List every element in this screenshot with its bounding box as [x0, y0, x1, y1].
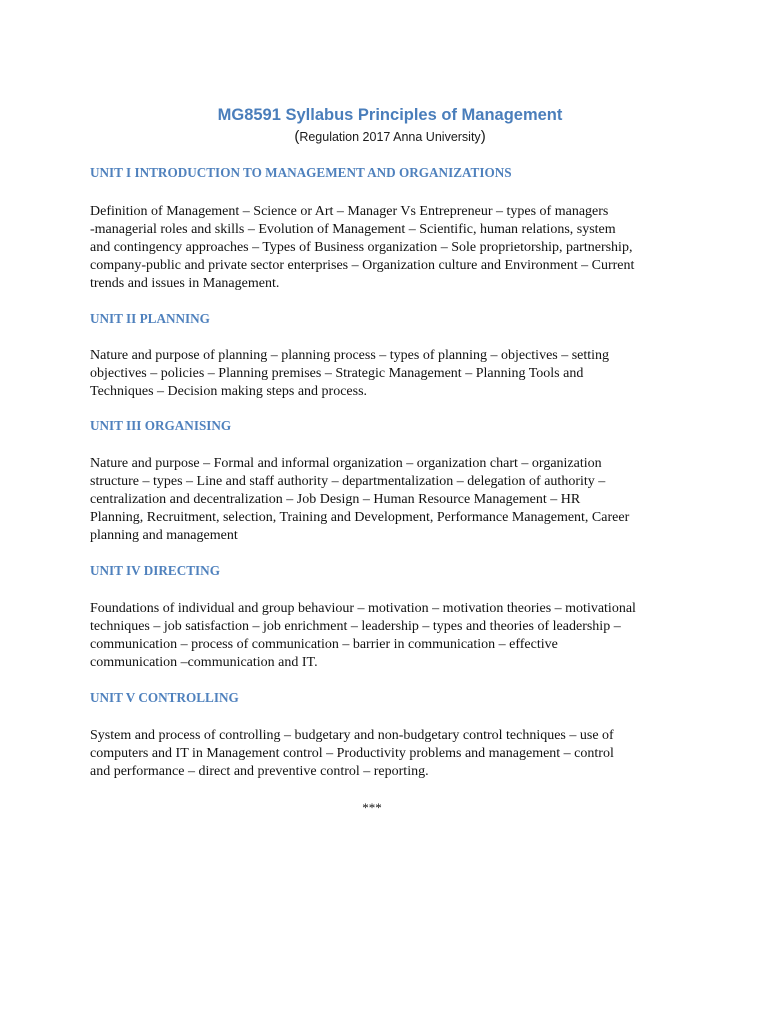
unit-heading: UNIT III ORGANISING: [90, 418, 232, 433]
body-line: -managerial roles and skills – Evolution of Management – Scientific, human relations, system: [90, 222, 616, 237]
body-line: centralization and decentralization – Job Design – Human Resource Management – HR: [90, 492, 581, 507]
end-of-document-mark: ***: [362, 800, 382, 815]
unit-heading: UNIT II PLANNING: [90, 311, 210, 326]
document-page: [90, 96, 690, 817]
unit-heading: UNIT V CONTROLLING: [90, 690, 239, 705]
unit-section-1: [90, 164, 690, 293]
body-line: Foundations of individual and group behaviour – motivation – motivation theories – motivational: [90, 601, 636, 616]
unit-body: [90, 455, 690, 545]
body-line: System and process of controlling – budgetary and non-budgetary control techniques – use of: [90, 728, 614, 743]
unit-section-3: [90, 417, 690, 545]
document-title: MG8591 Syllabus Principles of Management: [217, 106, 563, 124]
unit-section-5: [90, 689, 690, 781]
unit-body: [90, 600, 690, 672]
body-line: Nature and purpose – Formal and informal organization – organization chart – organization: [90, 456, 602, 471]
body-line: Planning, Recruitment, selection, Training and Development, Performance Management, Career: [90, 510, 630, 525]
unit-body: [90, 203, 690, 293]
document-subtitle: [90, 128, 690, 146]
unit-heading: UNIT I INTRODUCTION TO MANAGEMENT AND ORGANIZATIONS: [90, 165, 512, 180]
unit-section-2: [90, 310, 690, 401]
body-line: Techniques – Decision making steps and process.: [90, 384, 368, 399]
body-line: techniques – job satisfaction – job enrichment – leadership – types and theories of leadership –: [90, 619, 621, 634]
unit-body: [90, 727, 690, 781]
body-line: and contingency approaches – Types of Business organization – Sole proprietorship, partnership,: [90, 240, 633, 255]
body-line: company-public and private sector enterprises – Organization culture and Environment – Current: [90, 258, 635, 273]
body-line: communication –communication and IT.: [90, 655, 318, 670]
unit-section-4: [90, 562, 690, 672]
body-line: trends and issues in Management.: [90, 276, 280, 291]
unit-body: [90, 347, 690, 401]
body-line: computers and IT in Management control – Productivity problems and management – control: [90, 746, 614, 761]
subtitle-open-paren: (: [294, 128, 300, 145]
body-line: Definition of Management – Science or Art – Manager Vs Entrepreneur – types of managers: [90, 204, 609, 219]
body-line: Nature and purpose of planning – planning process – types of planning – objectives – setting: [90, 348, 610, 363]
body-line: communication – process of communication – barrier in communication – effective: [90, 637, 558, 652]
body-line: structure – types – Line and staff authority – departmentalization – delegation of authority –: [90, 474, 606, 489]
body-line: objectives – policies – Planning premises – Strategic Management – Planning Tools and: [90, 366, 584, 381]
unit-heading: UNIT IV DIRECTING: [90, 563, 220, 578]
subtitle-close-paren: ): [480, 128, 486, 145]
body-line: planning and management: [90, 528, 238, 543]
subtitle-text: Regulation 2017 Anna University: [299, 130, 481, 144]
body-line: and performance – direct and preventive control – reporting.: [90, 764, 429, 779]
